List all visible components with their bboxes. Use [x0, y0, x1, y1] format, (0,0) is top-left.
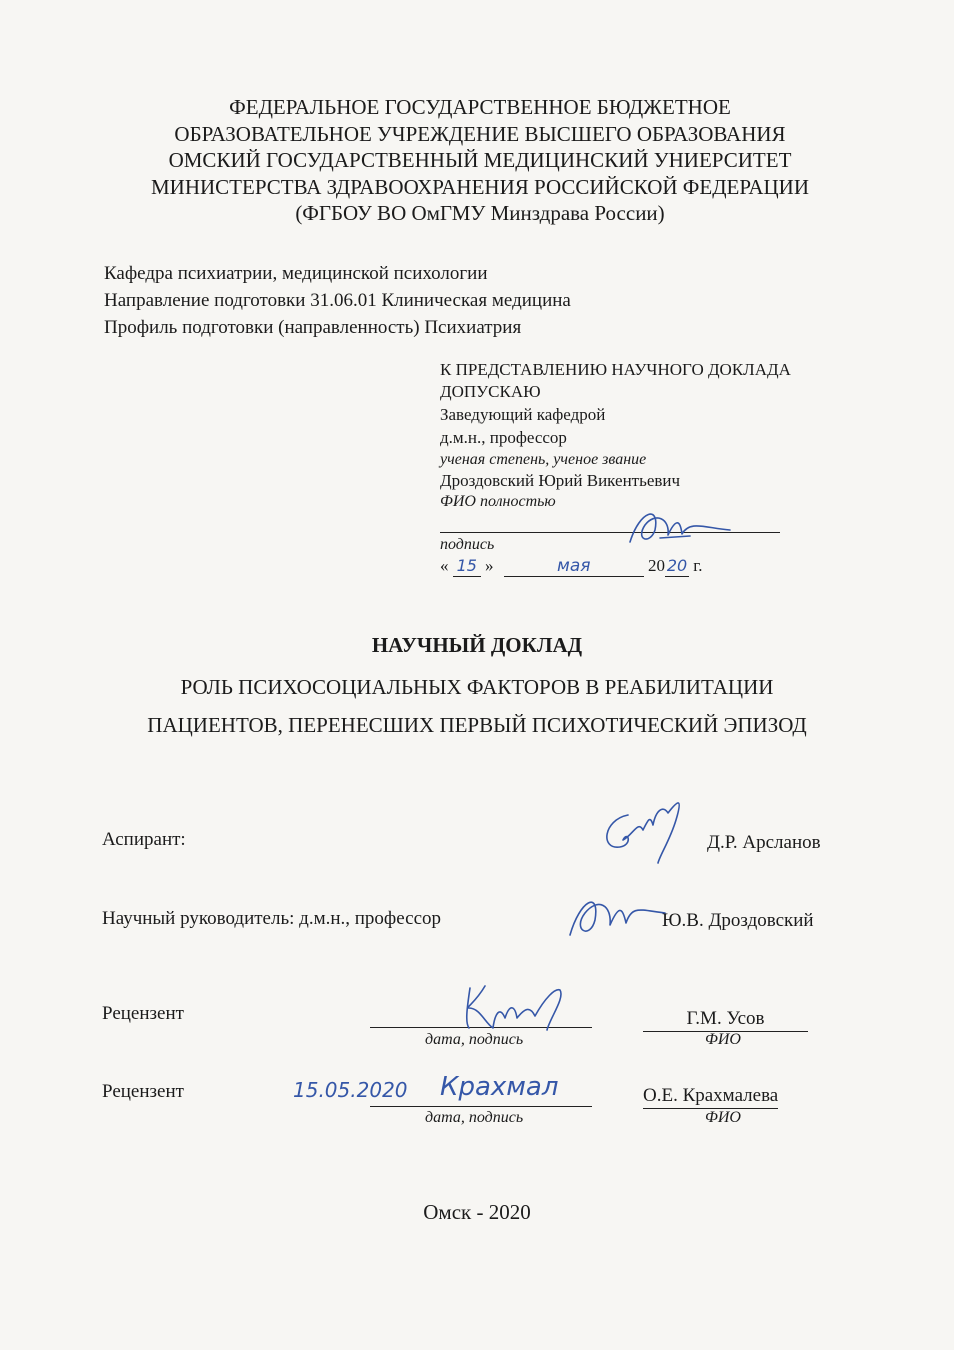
department-block: [104, 260, 571, 341]
date-close-quote: »: [485, 556, 494, 575]
institution-header: [0, 94, 954, 227]
training-direction: Направление подготовки 31.06.01 Клиническая медицина: [104, 290, 571, 311]
header-line: (ФГБОУ ВО ОмГМУ Минздрава России): [295, 201, 665, 225]
reviewer1-name: Г.М. Усов: [643, 1008, 808, 1032]
approval-full-name: Дроздовский Юрий Викентьевич: [440, 471, 681, 490]
date-year-unit: г.: [693, 556, 703, 575]
reviewer2-name: О.Е. Крахмалева: [643, 1085, 778, 1109]
date-year-suffix: 20: [666, 556, 688, 575]
approval-position: Заведующий кафедрой: [440, 405, 606, 424]
reviewer2-signature-line: [370, 1106, 592, 1107]
approval-name-caption: ФИО полностью: [440, 493, 556, 510]
aspirant-signature-icon: [598, 795, 698, 865]
reviewer1-caption: дата, подпись: [425, 1031, 524, 1048]
date-day: 15: [456, 556, 477, 575]
reviewer2-handwritten-signature: Крахмал: [440, 1072, 559, 1102]
approval-signature-caption: подпись: [440, 536, 495, 553]
header-line: МИНИСТЕРСТВА ЗДРАВООХРАНЕНИЯ РОССИЙСКОЙ ФЕДЕРАЦИИ: [150, 174, 810, 199]
training-profile: Профиль подготовки (направленность) Психиатрия: [104, 317, 522, 338]
approval-degree-caption: ученая степень, ученое звание: [440, 451, 647, 468]
date-day-field: [453, 556, 481, 577]
document-title-line-2: ПАЦИЕНТОВ, ПЕРЕНЕСШИХ ПЕРВЫЙ ПСИХОТИЧЕСКИЙ ЭПИЗОД: [147, 713, 807, 737]
approval-date: [440, 556, 720, 577]
date-open-quote: «: [440, 556, 449, 575]
date-month-field: [504, 556, 644, 577]
reviewer1-fio-caption: ФИО: [705, 1031, 741, 1048]
approval-line-2: ДОПУСКАЮ: [440, 382, 541, 401]
supervisor-label: Научный руководитель: д.м.н., профессор: [102, 908, 442, 929]
header-line: ФЕДЕРАЛЬНОЕ ГОСУДАРСТВЕННОЕ БЮДЖЕТНОЕ: [229, 95, 731, 119]
reviewer2-fio-caption: ФИО: [705, 1109, 741, 1126]
document-title-line-1: РОЛЬ ПСИХОСОЦИАЛЬНЫХ ФАКТОРОВ В РЕАБИЛИТАЦИИ: [180, 675, 774, 699]
reviewer1-signature-icon: [455, 978, 585, 1033]
date-year-field: [665, 556, 689, 577]
city-year: Омск - 2020: [423, 1200, 531, 1224]
header-line: ОБРАЗОВАТЕЛЬНОЕ УЧРЕЖДЕНИЕ ВЫСШЕГО ОБРАЗОВАНИЯ: [174, 121, 786, 146]
header-line: ОМСКИЙ ГОСУДАРСТВЕННЫЙ МЕДИЦИНСКИЙ УНИЕРСИТЕТ: [168, 148, 792, 172]
supervisor-signature-icon: [560, 885, 670, 945]
reviewer2-caption: дата, подпись: [425, 1109, 524, 1126]
date-month: мая: [557, 556, 591, 576]
supervisor-name: Ю.В. Дроздовский: [662, 910, 814, 931]
department-name: Кафедра психиатрии, медицинской психологии: [104, 263, 488, 284]
reviewer2-handwritten-date: 15.05.2020: [293, 1078, 408, 1102]
approval-line-1: К ПРЕДСТАВЛЕНИЮ НАУЧНОГО ДОКЛАДА: [440, 360, 791, 379]
aspirant-label: Аспирант:: [102, 829, 186, 850]
aspirant-name: Д.Р. Арсланов: [707, 832, 821, 853]
reviewer2-label: Рецензент: [102, 1081, 184, 1102]
date-year-prefix: 20: [648, 556, 665, 575]
document-type: НАУЧНЫЙ ДОКЛАД: [371, 633, 583, 657]
approval-degree: д.м.н., профессор: [440, 428, 567, 447]
head-signature-icon: [620, 500, 740, 550]
reviewer1-label: Рецензент: [102, 1003, 184, 1024]
